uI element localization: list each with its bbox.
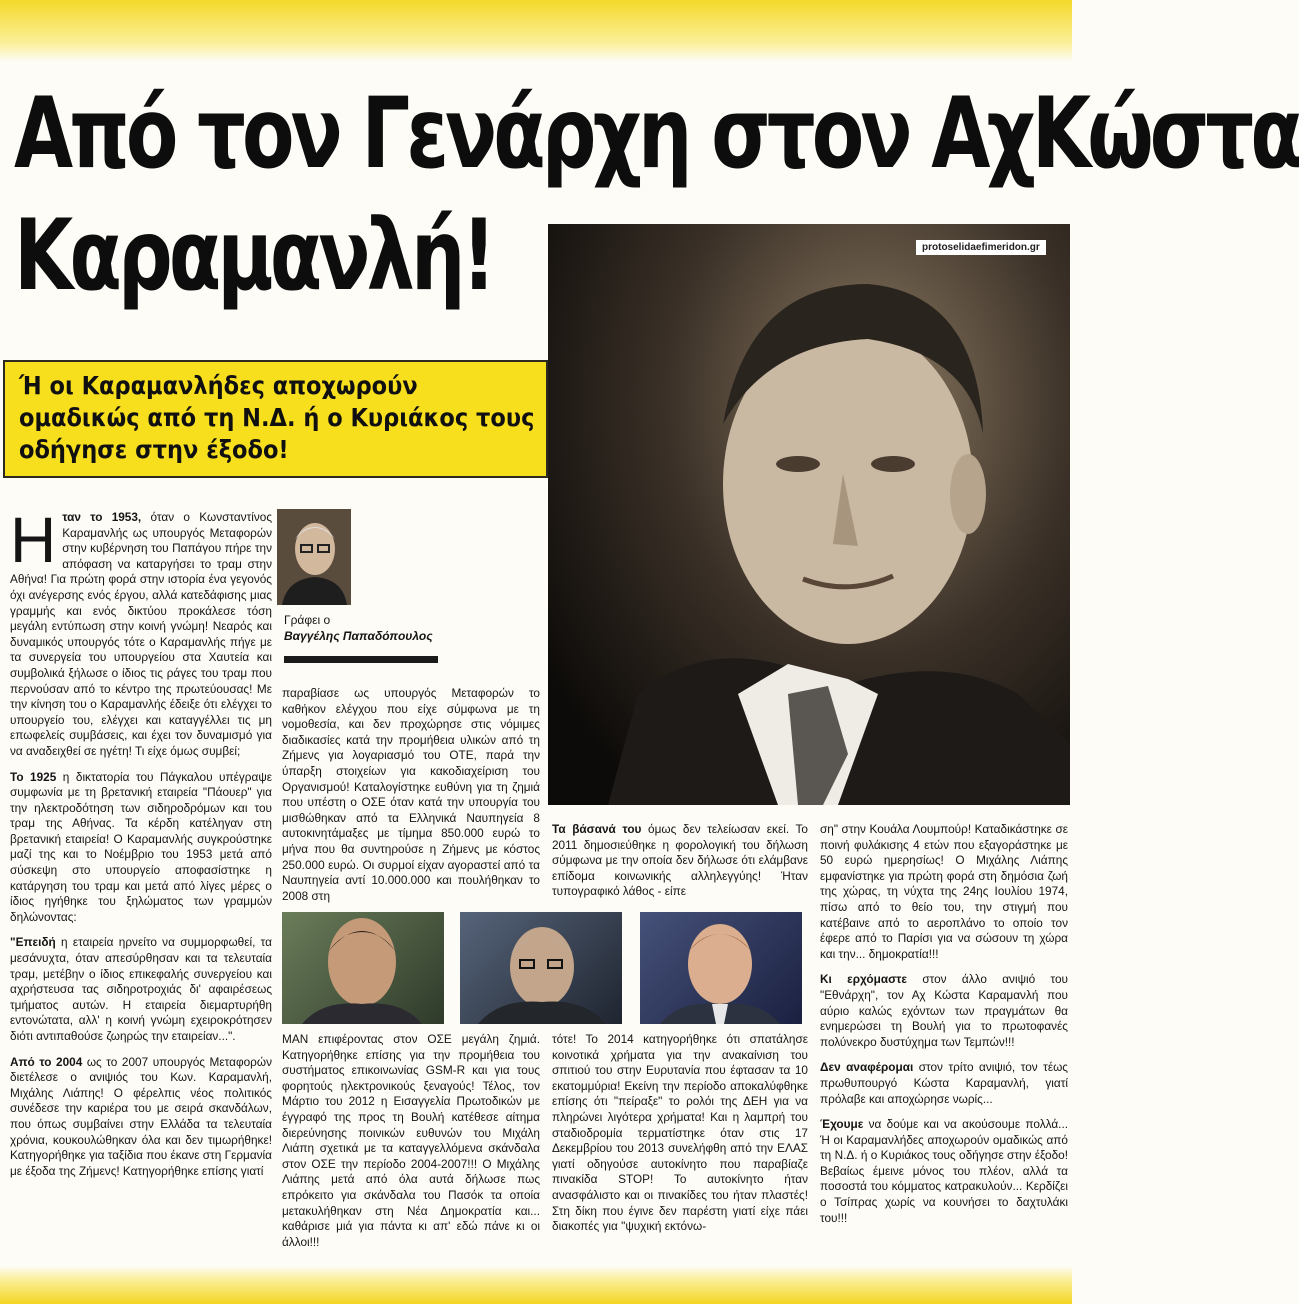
col4-p2-bold: Κι ερχόμαστε xyxy=(820,972,907,987)
paragraph-exoume xyxy=(820,1117,1068,1226)
subtitle-box xyxy=(3,360,548,478)
inset-photo-2 xyxy=(460,912,622,1024)
main-portrait-photo xyxy=(548,224,1070,805)
paragraph-2004 xyxy=(10,1055,272,1180)
paragraph-lead xyxy=(10,504,273,760)
paragraph-1925 xyxy=(10,770,272,926)
article-column-4 xyxy=(820,822,1068,1236)
inset-portrait-1 xyxy=(282,912,444,1024)
article-column-2-bottom xyxy=(282,1032,540,1260)
headline-line-1: Από τον Γενάρχη στον ΑχΚώστα xyxy=(14,77,1299,191)
p4-bold: Από το 2004 xyxy=(10,1054,83,1069)
inset-photo-3 xyxy=(640,912,802,1024)
col2b-text: ΜΑΝ επιφέροντας στον ΟΣΕ μεγάλη ζημιά. Κατηγορήθηκε επίσης για την προμήθεια του συστήματος επικοινωνίας GSM-R και για τους φορητούς ηλεκτρονικούς ξεναγούς! Τέλος, τον Μάρτιο του 2012 η Εισαγγελία Πρωτοδικών με έγγραφό της προς τη Βουλή κατέθεσε αίτημα διερεύνησης ποινικών ευθυνών του Μιχάλη Λιάπη σχετικά με τα καταγγελλόμενα σκάνδαλα στον ΟΣΕ την περίοδο 2004-2007!!! Ο Μιχάλης Λιάπης μετά από όλα αυτά δήλωσε πως επρόκειτο για σκάνδαλα του Πασόκ τα οποία μετακυλήθηκαν στη Νέα Δημοκρατία και... καθάρισε μιά για πάντα κι απ' εδώ πάνε κι οι άλλοι!!! xyxy=(282,1032,540,1249)
col2-text: παραβίασε ως υπουργός Μεταφορών το καθήκον ελέγχου που είχε σύμφωνα με τη νομοθεσία, και δεν προχώρησε στις νόμιμες διαδικασίες κατά την προμήθεια υλικών από τη Ζήμενς για λογαριασμό του ΟΤΕ, παρά την ύπαρξη στοιχείων για κακοδιαχείριση του Οργανισμού! Καταλογίστηκε ευθύνη για τη ζημιά που υπέστη ο ΟΣΕ όταν κατά την υπουργία του μισθώθηκαν από τα Ελληνικά Ναυπηγεία 8 αυτοκινητάμαξες με τίμημα 850.000 ευρώ το μήνα που θα συντηρούσε η Ζήμενς με κόστος 250.000 ευρώ. Οι συρμοί είχαν αγοραστεί από τα Ναυπηγεία αντί 10.000.000 και πουλήθηκαν το 2008 στη xyxy=(282,686,540,903)
col4-p4-text: να δούμε και να ακούσουμε πολλά... Ή οι Καραμανλήδες αποχωρούν ομαδικώς από τη Ν.Δ. ή ο Κυριάκος τους οδήγησε στην έξοδο! Βεβαίως έμεινε μόνος του πλέον, αλλά τα ποσοστά του κόμματος κατρακυλούν... Κερδίζει ο Τσίπρας χωρίς να κουνήσει το δαχτυλάκι του!!! xyxy=(820,1117,1068,1225)
col4-p3-text: στον τρίτο ανιψιό, τον τέως πρωθυπουργό Κώστα Καραμανλή, γιατί πρόλαβε και αποχώρησε νωρίς... xyxy=(820,1060,1068,1106)
dropcap: Η xyxy=(10,504,57,576)
paragraph-quote xyxy=(10,935,272,1044)
article-column-3-bottom xyxy=(552,1032,808,1245)
watermark: protoselidaefimeridon.gr xyxy=(916,240,1046,255)
p4-text: ως το 2007 υπουργός Μεταφορών διετέλεσε ο ανιψιός του Κων. Καραμανλή, Μιχάλης Λιάπης! Ο φέρελπις νέος πολιτικός συνέδεσε την καριέρα του με σειρά σκανδάλων, που όπως συμβαίνει στην Ελλάδα τα τελευταία χρόνια, κουκουλώθηκαν όλα και δεν τιμωρήθηκε! Κατηγορήθηκε για ταξίδια που έκανε στη Γερμανία με έξοδα της Ζήμενς! Κατηγορήθηκε επίσης γιατί xyxy=(10,1054,272,1178)
portrait-illustration xyxy=(548,224,1070,805)
lead-text: όταν ο Κωνσταντίνος Καραμανλής ως υπουργός Μεταφορών στην κυβέρνηση του Παπάγου πήρε την απόφαση να καταργήσει το τραμ στην Αθήνα! Για πρώτη φορά στην ιστορία ένα γεγονός όχι ανέγερσης ενός έργου, αλλά κατεδάφισης μιας γραμμής και ενός δικτύου προκάλεσε τόση μεγάλη εντύπωση στην κοινή γνώμη! Νεαρός και δυναμικός υπουργός τότε ο Καραμανλής πήγε με τα συνεργεία του υπουργείου στα Χαυτεία και συμβολικά ξήλωσε ο ίδιος τις ράγες του τραμ που περνούσαν από το κέντρο της πρωτεύουσας! Με την κίνηση του ο Καραμανλής έδειξε ότι ελέγχει το υπουργείο του, ελέγχει και καταγγέλλει τις μη επωφελείς συμβάσεις, και έχει τον δυναμισμό για να αναδειχθεί σε ηγέτη! Τι είχε όμως συμβεί; xyxy=(10,510,273,758)
bottom-yellow-band xyxy=(0,1266,1072,1304)
top-yellow-band xyxy=(0,0,1072,62)
paragraph-erxomaste xyxy=(820,972,1068,1050)
subtitle: Ή οι Καραμανλήδες αποχωρούν ομαδικώς από τη Ν.Δ. ή ο Κυριάκος τους οδήγησε στην έξοδο! xyxy=(19,371,535,464)
paragraph-den-anaferomai xyxy=(820,1060,1068,1107)
article-column-1 xyxy=(10,504,273,1189)
lead-bold: ταν το 1953, xyxy=(62,510,142,524)
inset-portrait-2 xyxy=(460,912,622,1024)
col3b-text: τότε! Το 2014 κατηγορήθηκε ότι σπατάλησε κοινοτικά χρήματα για την ανακαίνιση του σπιτιού του στην Ευρυτανία που έφτασαν τα 10 εκατομμύρια! Εκείνη την περίοδο αποκαλύφθηκε επίσης ότι "πείραξε" το ρολόι της ΔΕΗ για να πληρώνει λιγότερα χρήματα! Και η λαμπρή του σταδιοδρομία τερματίστηκε όταν στις 17 Δεκεμβρίου του 2013 συνελήφθη από την ΕΛΑΣ γιατί οδηγούσε αυτοκίνητο που παραβίαζε πινακίδα STOP! Το αυτοκίνητο ήταν ανασφάλιστο και οι πινακίδες του ήταν πλαστές! Στη δίκη που έγινε δεν παρέστη γιατί είχε πάει διακοπές για "ψυχική εκτόνω- xyxy=(552,1032,808,1234)
p2-bold: Το 1925 xyxy=(10,769,57,784)
p3-bold: "Επειδή xyxy=(10,935,56,950)
paragraph-vasana xyxy=(552,822,808,900)
col3-text: όμως δεν τελείωσαν εκεί. Το 2011 δημοσιεύθηκε η φορολογική του δήλωση σύμφωνα με την οποία δεν δήλωσε ότι ελάμβανε επίδομα κοινωνικής αλληλεγγύης! Ήταν τυπογραφικό λάθος - είπε xyxy=(552,822,808,899)
col4-p4-bold: Έχουμε xyxy=(820,1117,864,1132)
author-photo xyxy=(277,509,351,605)
author-rule xyxy=(284,656,438,663)
inset-portrait-3 xyxy=(640,912,802,1024)
article-column-3-top xyxy=(552,822,808,910)
p2-text: η δικτατορία του Πάγκαλου υπέγραψε συμφωνία με τη βρετανική εταιρεία "Πάουερ" για την ηλεκτροδότηση των σιδηροδρόμων και του τραμ της Αθήνας. Τα κέρδη κατέληγαν στη βρετανική εταιρεία! Ο Καραμανλής συγκρούστηκε μαζί της και το Νοέμβριο του 1953 μετά από σύσκεψη στο υπουργείο αποφασίστηκε η κατάργηση του τραμ και μετά από λίγες μέρες ο ίδιος ηγήθηκε του ξηλώματος των γραμμών δηλώνοντας: xyxy=(10,769,272,924)
author-label: Γράφει ο xyxy=(284,613,331,627)
col3-bold: Τα βάσανά του xyxy=(552,822,642,836)
p3-text: η εταιρεία ηρνείτο να συμμορφωθεί, τα μεσάνυχτα, όταν απεσύρθησαν και τα τελευταία τραμ, μετέβην ο ίδιος επικεφαλής συνεργείου και αχρήστευσα τας σιδηροτροχιάς δι' αφαιρέσεως τμήματος αυτών. Η εταιρεία διεμαρτυρήθη εντονώτατα, αλλ' η κοινή γνώμη εχειροκρότησεν διότι αντιπαθούσε ζωηρώς την εταιρείαν...". xyxy=(10,935,272,1043)
col4-p3-bold: Δεν αναφέρομαι xyxy=(820,1060,914,1075)
author-caption xyxy=(284,612,433,644)
col4-p2-text: στον άλλο ανιψιό του "Εθνάρχη", τον Αχ Κώστα Καραμανλή που αύριο καλώς εχόντων των πραγμάτων θα ενημερώσει τη Βουλή για το πρωτοφανές πολύνεκρο δυστύχημα των Τεμπών!!! xyxy=(820,972,1068,1049)
author-name: Βαγγέλης Παπαδόπουλος xyxy=(284,629,433,643)
col4-text1: ση" στην Κουάλα Λουμπούρ! Καταδικάστηκε σε ποινή φυλάκισης 4 ετών που εξαγοράστηκε με 50 ευρώ ημερησίως! Ο Μιχάλης Λιάπης εμφανίστηκε για πρώτη φορά στη δημόσια ζωή της χώρας, τη νύχτα της 24ης Ιουλίου 1974, πίσω από το θείο του, την στιγμή που κατέβαινε από το αεροπλάνο το οποίο τον έφερε από το Παρίσι για να σώσουν τη χώρα και την... δημοκρατία!!! xyxy=(820,822,1068,961)
author-portrait xyxy=(277,509,351,605)
inset-photo-1 xyxy=(282,912,444,1024)
headline-line-2: Καραμανλή! xyxy=(14,199,493,313)
article-column-2-top xyxy=(282,686,540,914)
